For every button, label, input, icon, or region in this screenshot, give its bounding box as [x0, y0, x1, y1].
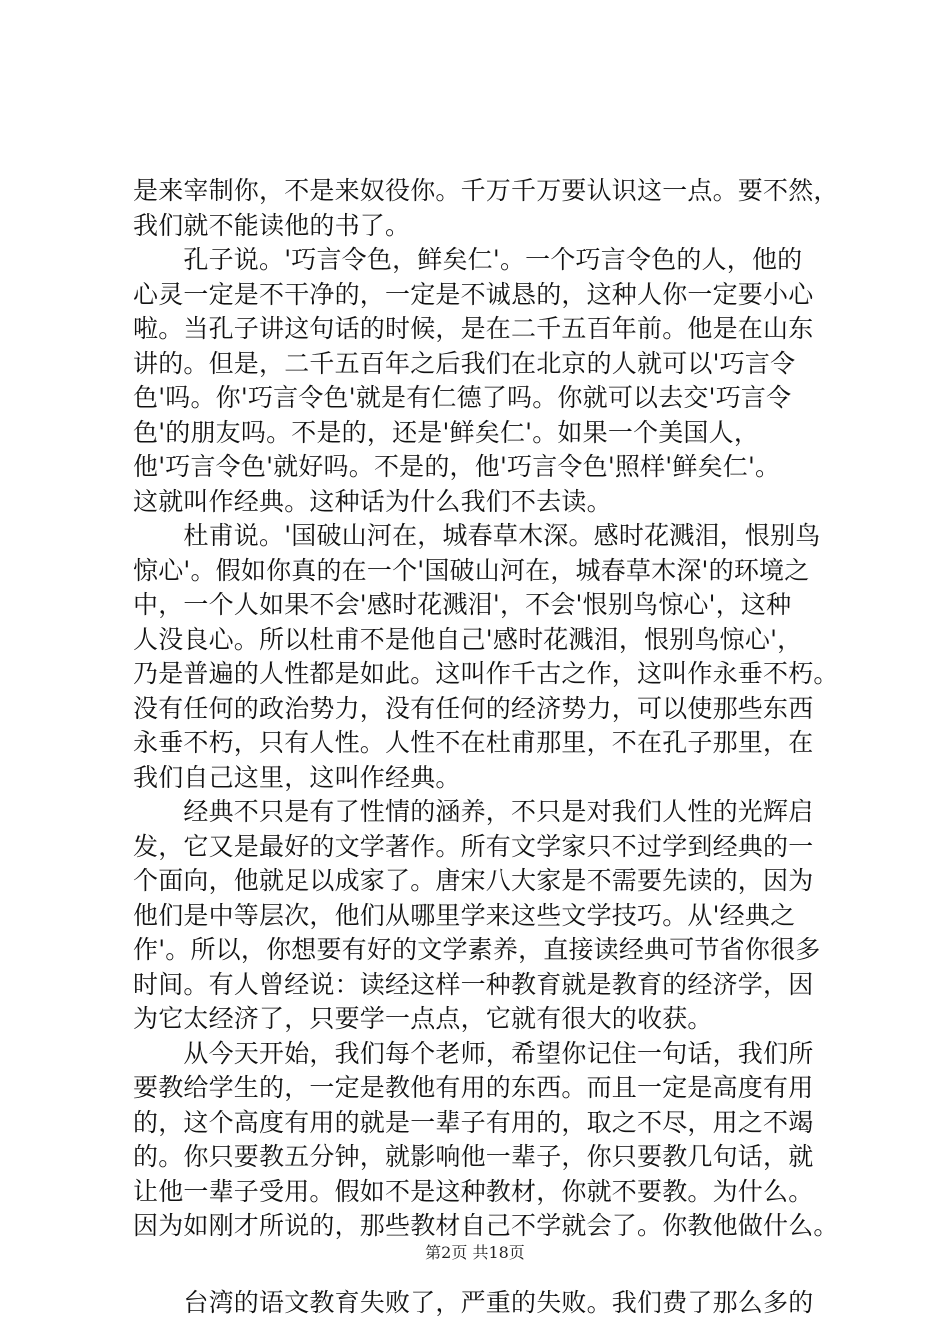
text-line: 没有任何的政治势力，没有任何的经济势力，可以使那些东西 [133, 693, 814, 723]
body-text [133, 174, 853, 1320]
text-line: 我们就不能读他的书了。 [133, 210, 411, 240]
text-line: 乃是普遍的人性都是如此。这叫作千古之作，这叫作永垂不朽。 [133, 659, 839, 688]
text-line: 中，一个人如果不会'感时花溅泪'，不会'恨别鸟惊心'，这种 [133, 590, 792, 619]
text-line: 杜甫说。'国破山河在，城春草木深。感时花溅泪，恨别鸟 [133, 521, 821, 550]
text-line: 色'吗。你'巧言令色'就是有仁德了吗。你就可以去交'巧言令 [133, 383, 792, 412]
text-line: 色'的朋友吗。不是的，还是'鲜矣仁'。如果一个美国人， [133, 417, 760, 447]
text-line: 啦。当孔子讲这句话的时候，是在二千五百年前。他是在山东 [133, 314, 814, 343]
text-line: 的。你只要教五分钟，就影响他一辈子，你只要教几句话，就 [133, 1142, 814, 1171]
text-line: 他'巧言令色'就好吗。不是的，他'巧言令色'照样'鲜矣仁'。 [133, 452, 781, 481]
text-line: 心灵一定是不干净的，一定是不诚恳的，这种人你一定要小心 [133, 279, 814, 309]
text-line: 他们是中等层次，他们从哪里学来这些文学技巧。从'经典之 [133, 900, 796, 930]
text-line: 我们自己这里，这叫作经典。 [133, 762, 461, 792]
text-line: 讲的。但是，二千五百年之后我们在北京的人就可以'巧言令 [133, 348, 796, 378]
text-line: 的，这个高度有用的就是一辈子有用的，取之不尽，用之不竭 [133, 1107, 814, 1137]
text-line: 让他一辈子受用。假如不是这种教材，你就不要教。为什么。 [133, 1176, 814, 1206]
text-line: 这就叫作经典。这种话为什么我们不去读。 [133, 486, 612, 516]
text-line: 为它太经济了，只要学一点点，它就有很大的收获。 [133, 1004, 713, 1033]
text-line: 孔子说。'巧言令色，鲜矣仁'。一个巧言令色的人，他的 [133, 245, 803, 274]
text-line: 时间。有人曾经说：读经这样一种教育就是教育的经济学，因 [133, 969, 814, 999]
text-line: 永垂不朽，只有人性。人性不在杜甫那里，不在孔子那里，在 [133, 728, 814, 757]
text-line: 发，它又是最好的文学著作。所有文学家只不过学到经典的一 [133, 831, 814, 861]
text-line: 从今天开始，我们每个老师，希望你记住一句话，我们所 [133, 1038, 814, 1068]
text-line: 作'。所以，你想要有好的文学素养，直接读经典可节省你很多 [133, 935, 821, 964]
text-line: 经典不只是有了性情的涵养，不只是对我们人性的光辉启 [133, 797, 814, 826]
text-line: 要教给学生的，一定是教他有用的东西。而且一定是高度有用 [133, 1073, 814, 1102]
text-line: 惊心'。假如你真的在一个'国破山河在，城春草木深'的环境之 [133, 555, 810, 585]
text-line: 是来宰制你，不是来奴役你。千万千万要认识这一点。要不然， [133, 176, 839, 205]
text-line: 因为如刚才所说的，那些教材自己不学就会了。你教他做什么。 [133, 1211, 839, 1240]
page-footer: 第2页 共18页 [425, 1243, 525, 1262]
text-line: 人没良心。所以杜甫不是他自己'感时花溅泪，恨别鸟惊心'， [133, 624, 803, 654]
text-line: 台湾的语文教育失败了，严重的失败。我们费了那么多的 [133, 1287, 814, 1317]
text-line: 个面向，他就足以成家了。唐宋八大家是不需要先读的，因为 [133, 866, 814, 895]
